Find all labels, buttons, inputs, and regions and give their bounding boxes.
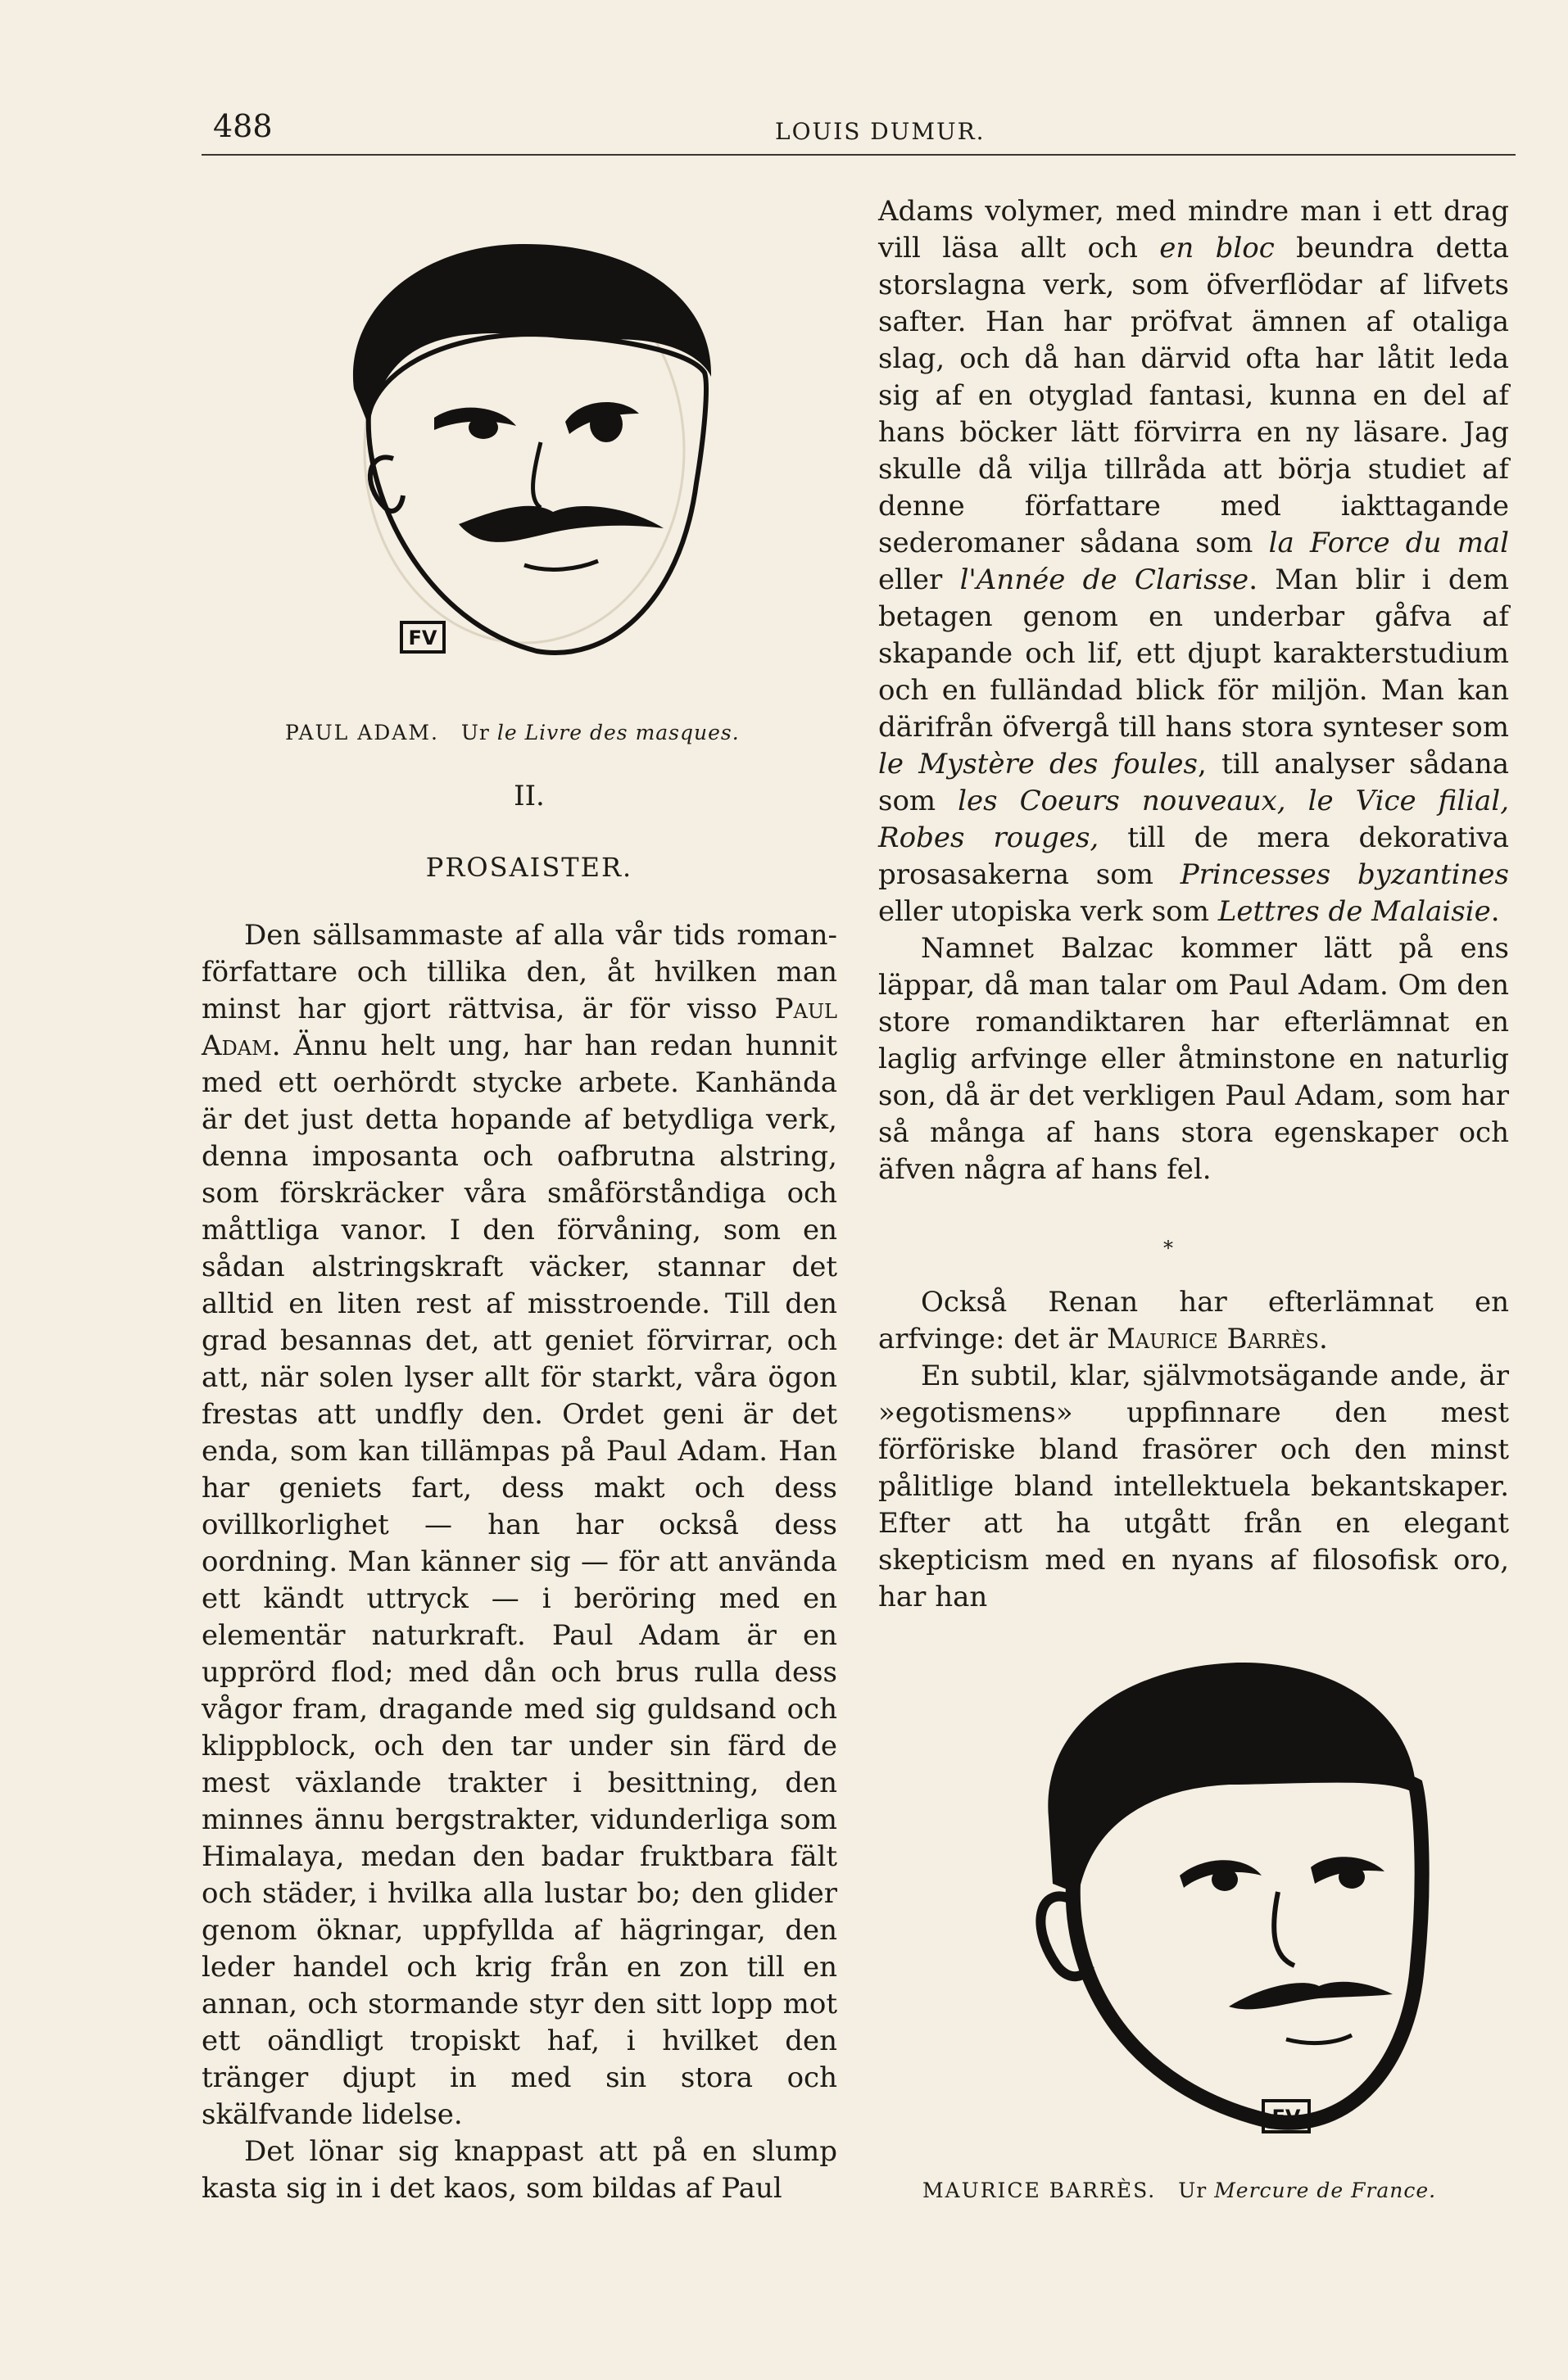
section-separator: * [1163,1237,1173,1260]
mustache [459,506,664,542]
page-header [202,105,1516,156]
nose [1274,1892,1294,1966]
face [369,334,706,653]
mustache [1229,1982,1393,2010]
portrait-paul-adam [336,238,721,663]
left-pupil [469,416,498,439]
right-pupil [1339,1866,1365,1889]
nose [533,442,541,508]
right-column-top [878,193,1509,1188]
mouth [1286,2035,1352,2043]
paragraph: Också Renan har efterlämnat en arfvinge: det är Maurice Barrès. [878,1286,1509,1355]
face [1073,1776,1422,2123]
portrait-maurice-barres [1024,1654,1434,2138]
caption-maurice-barres: MAURICE BARRÈS. Ur Mercure de France. [922,2179,1437,2202]
left-column [202,917,837,2207]
caption-paul-adam: PAUL ADAM. Ur le Livre des masques. [285,721,740,744]
left-pupil [1212,1868,1238,1891]
section-number: II. [514,780,545,812]
paragraph: Det lönar sig knappast att på en slump kasta sig in i det kaos, som bildas af Paul [202,2135,837,2205]
page-number: 488 [213,108,273,144]
right-column-bottom [878,1284,1509,1616]
svg-text:FV: FV [408,627,437,649]
paragraph: Adams volymer, med mindre man i ett drag vill läsa allt och en bloc beundra detta storslagna verk, som öfverflödar af lifvets safter. Han har pröfvat ämnen af otaliga slag, och då han därvid ofta har låtit leda sig af en otyglad fantasi, kunna en del af hans böcker lätt förvirra en ny läsare. Jag skulle då vilja tillråda att börja studiet af denne författare med iakttagande sederomaner sådana som la Force du mal eller l'Année de Clarisse. Man blir i dem betagen genom en underbar gåfva af skapande och lif, ett djupt karakterstudium och en fulländad blick för miljön. Man kan därifrån öfvergå till hans stora synteser som le Mystère des foules, till analyser sådana som les Coeurs nouveaux, le Vice filial, Robes rouges, till de mera dekorativa prosasakerna som Princesses byzantines eller utopiska verk som Lettres de Malaisie. [878,195,1510,928]
paragraph: Namnet Balzac kommer lätt på ens läppar, då man talar om Paul Adam. Om den store romandiktaren har efterlämnat en laglig arfvinge eller åtminstone en naturlig son, då är det verkligen Paul Adam, som har så många af hans stora egenskaper och äfven några af hans fel. [878,932,1509,1186]
svg-text:FV: FV [1271,2106,1301,2129]
paragraph: Den sällsammaste af alla vår tids roman-författare och tillika den, åt hvilken man minst har gjort rättvisa, är för visso Paul Adam. Ännu helt ung, har han redan hunnit med ett oerhördt stycke arbete. Kanhända är det just detta hopande af betydliga verk, denna imposanta och oafbrutna alstring, som förskräcker våra småförståndiga och måttliga vanor. I den förvåning, som en sådan alstringskraft väcker, stannar det alltid en liten rest af misstroende. Till den grad besannas det, att geniet förvirrar, och att, när solen lyser allt för starkt, våra ögon frestas att undfly den. Ordet geni är det enda, som kan tillämpas på Paul Adam. Han har geniets fart, dess makt och dess ovillkorlighet — han har också dess oordning. Man känner sig — för att använda ett kändt uttryck — i beröring med en elementär naturkraft. Paul Adam är en upprörd flod; med dån och brus rulla dess vågor fram, dragande med sig guldsand och klippblock, och den tar under sin färd de mest växlande trakter i besittning, den minnes ännu bergstrakter, vidunderliga som Himalaya, medan den badar fruktbara fält och städer, i hvilka alla lustar bo; den glider genom öknar, uppfyllda af hägringar, den leder handel och krig från en zon till en annan, och stormande styr den sitt lopp mot ett oändligt tropiskt haf, i hvilket den tränger djupt in med sin stora och skälfvande lidelse. [202,919,837,2131]
paragraph: En subtil, klar, självmotsägande ande, är »egotismens» uppfinnare den mest förföriske bland frasörer och den minst pålitlige bland intellektuela bekantskaper. Efter att ha utgått från en elegant skepticism med en nyans af filosofisk oro, har han [878,1360,1509,1613]
artist-monogram [401,622,444,652]
right-pupil [590,406,623,442]
section-title: PROSAISTER. [425,852,633,883]
mouth [524,561,598,569]
running-head: LOUIS DUMUR. [775,118,986,145]
